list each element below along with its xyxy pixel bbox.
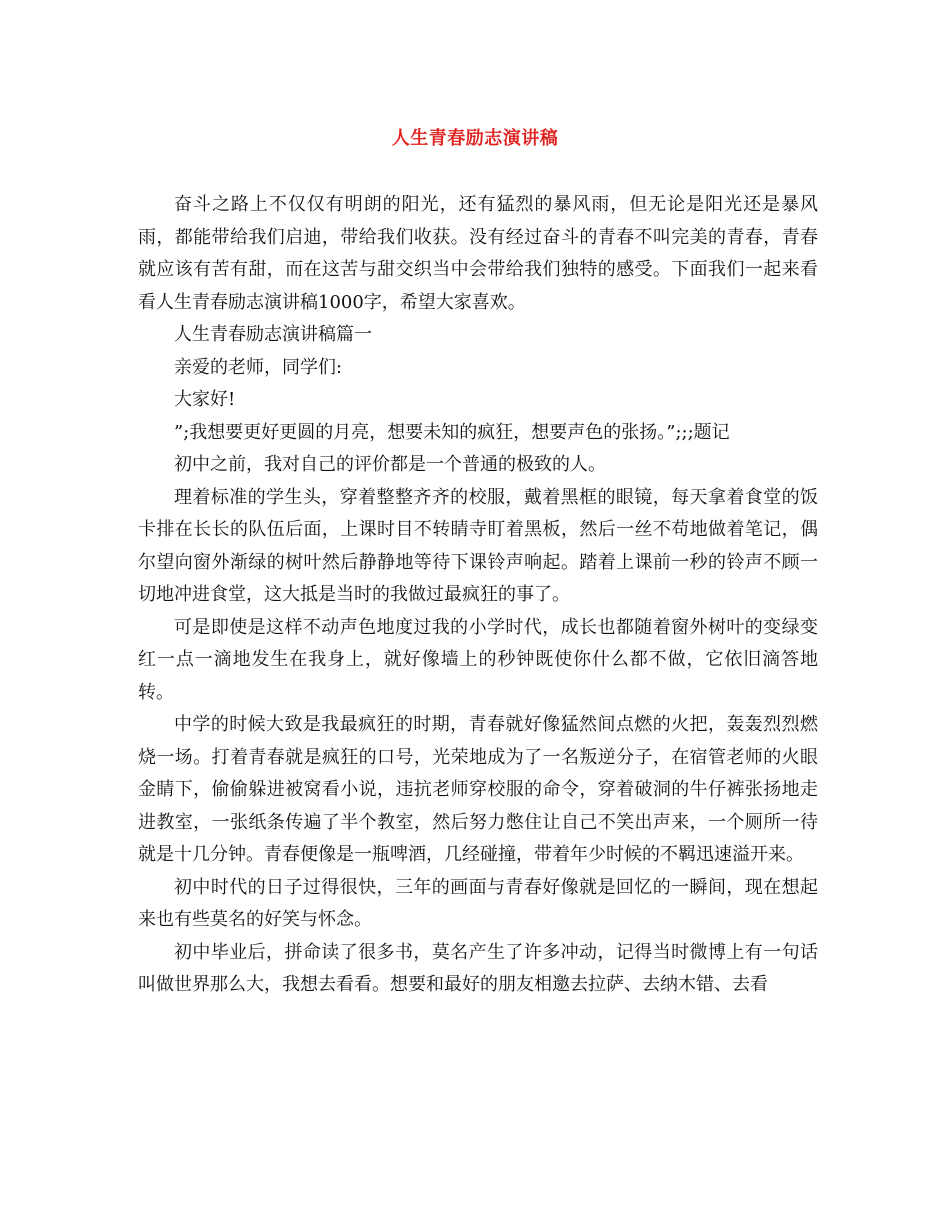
body-paragraph: 中学的时候大致是我最疯狂的时期，青春就好像猛然间点燃的火把，轰轰烈烈燃烧一场。打着青春就是疯狂的口号，光荣地成为了一名叛逆分子，在宿管老师的火眼金睛下，偷偷躲进被窝看小说，违抗老师穿校服的命令，穿着破洞的牛仔裤张扬地走进教室，一张纸条传遍了半个教室，然后努力憋住让自己不笑出声来，一个厕所一待就是十几分钟。青春便像是一瓶啤酒，几经碰撞，带着年少时候的不羁迅速溢开来。 bbox=[138, 714, 818, 865]
epigraph: ”;我想要更好更圆的月亮，想要未知的疯狂，想要声色的张扬。”;;;题记 bbox=[174, 421, 730, 443]
body-paragraph: 初中毕业后，拼命读了很多书，莫名产生了许多冲动，记得当时微博上有一句话叫做世界那么大，我想去看看。想要和最好的朋友相邀去拉萨、去纳木错、去看 bbox=[138, 941, 818, 995]
greeting: 大家好! bbox=[174, 389, 236, 410]
document-body bbox=[138, 189, 818, 1002]
body-paragraph: 理着标准的学生头，穿着整整齐齐的校服，戴着黑框的眼镜，每天拿着食堂的饭卡排在长长的队伍后面，上课时目不转睛寺盯着黑板，然后一丝不苟地做着笔记，偶尔望向窗外渐绿的树叶然后静静地等待下课铃声响起。踏着上课前一秒的铃声不顾一切地冲进食堂，这大抵是当时的我做过最疯狂的事了。 bbox=[138, 486, 818, 605]
body-paragraph: 初中之前，我对自己的评价都是一个普通的极致的人。 bbox=[174, 454, 606, 475]
section-heading: 人生青春励志演讲稿篇一 bbox=[174, 324, 372, 345]
document-title: 人生青春励志演讲稿 bbox=[391, 128, 559, 149]
body-paragraph: 初中时代的日子过得很快，三年的画面与青春好像就是回忆的一瞬间，现在想起来也有些莫名的好笑与怀念。 bbox=[138, 876, 818, 930]
intro-paragraph: 奋斗之路上不仅仅有明朗的阳光，还有猛烈的暴风雨，但无论是阳光还是暴风雨，都能带给我们启迪，带给我们收获。没有经过奋斗的青春不叫完美的青春，青春就应该有苦有甜，而在这苦与甜交织当中会带给我们独特的感受。下面我们一起来看看人生青春励志演讲稿1000字，希望大家喜欢。 bbox=[138, 194, 818, 313]
body-paragraph: 可是即使是这样不动声色地度过我的小学时代，成长也都随着窗外树叶的变绿变红一点一滴地发生在我身上，就好像墙上的秒钟既使你什么都不做，它依旧滴答地转。 bbox=[138, 616, 818, 703]
salutation: 亲爱的老师，同学们: bbox=[174, 356, 343, 378]
